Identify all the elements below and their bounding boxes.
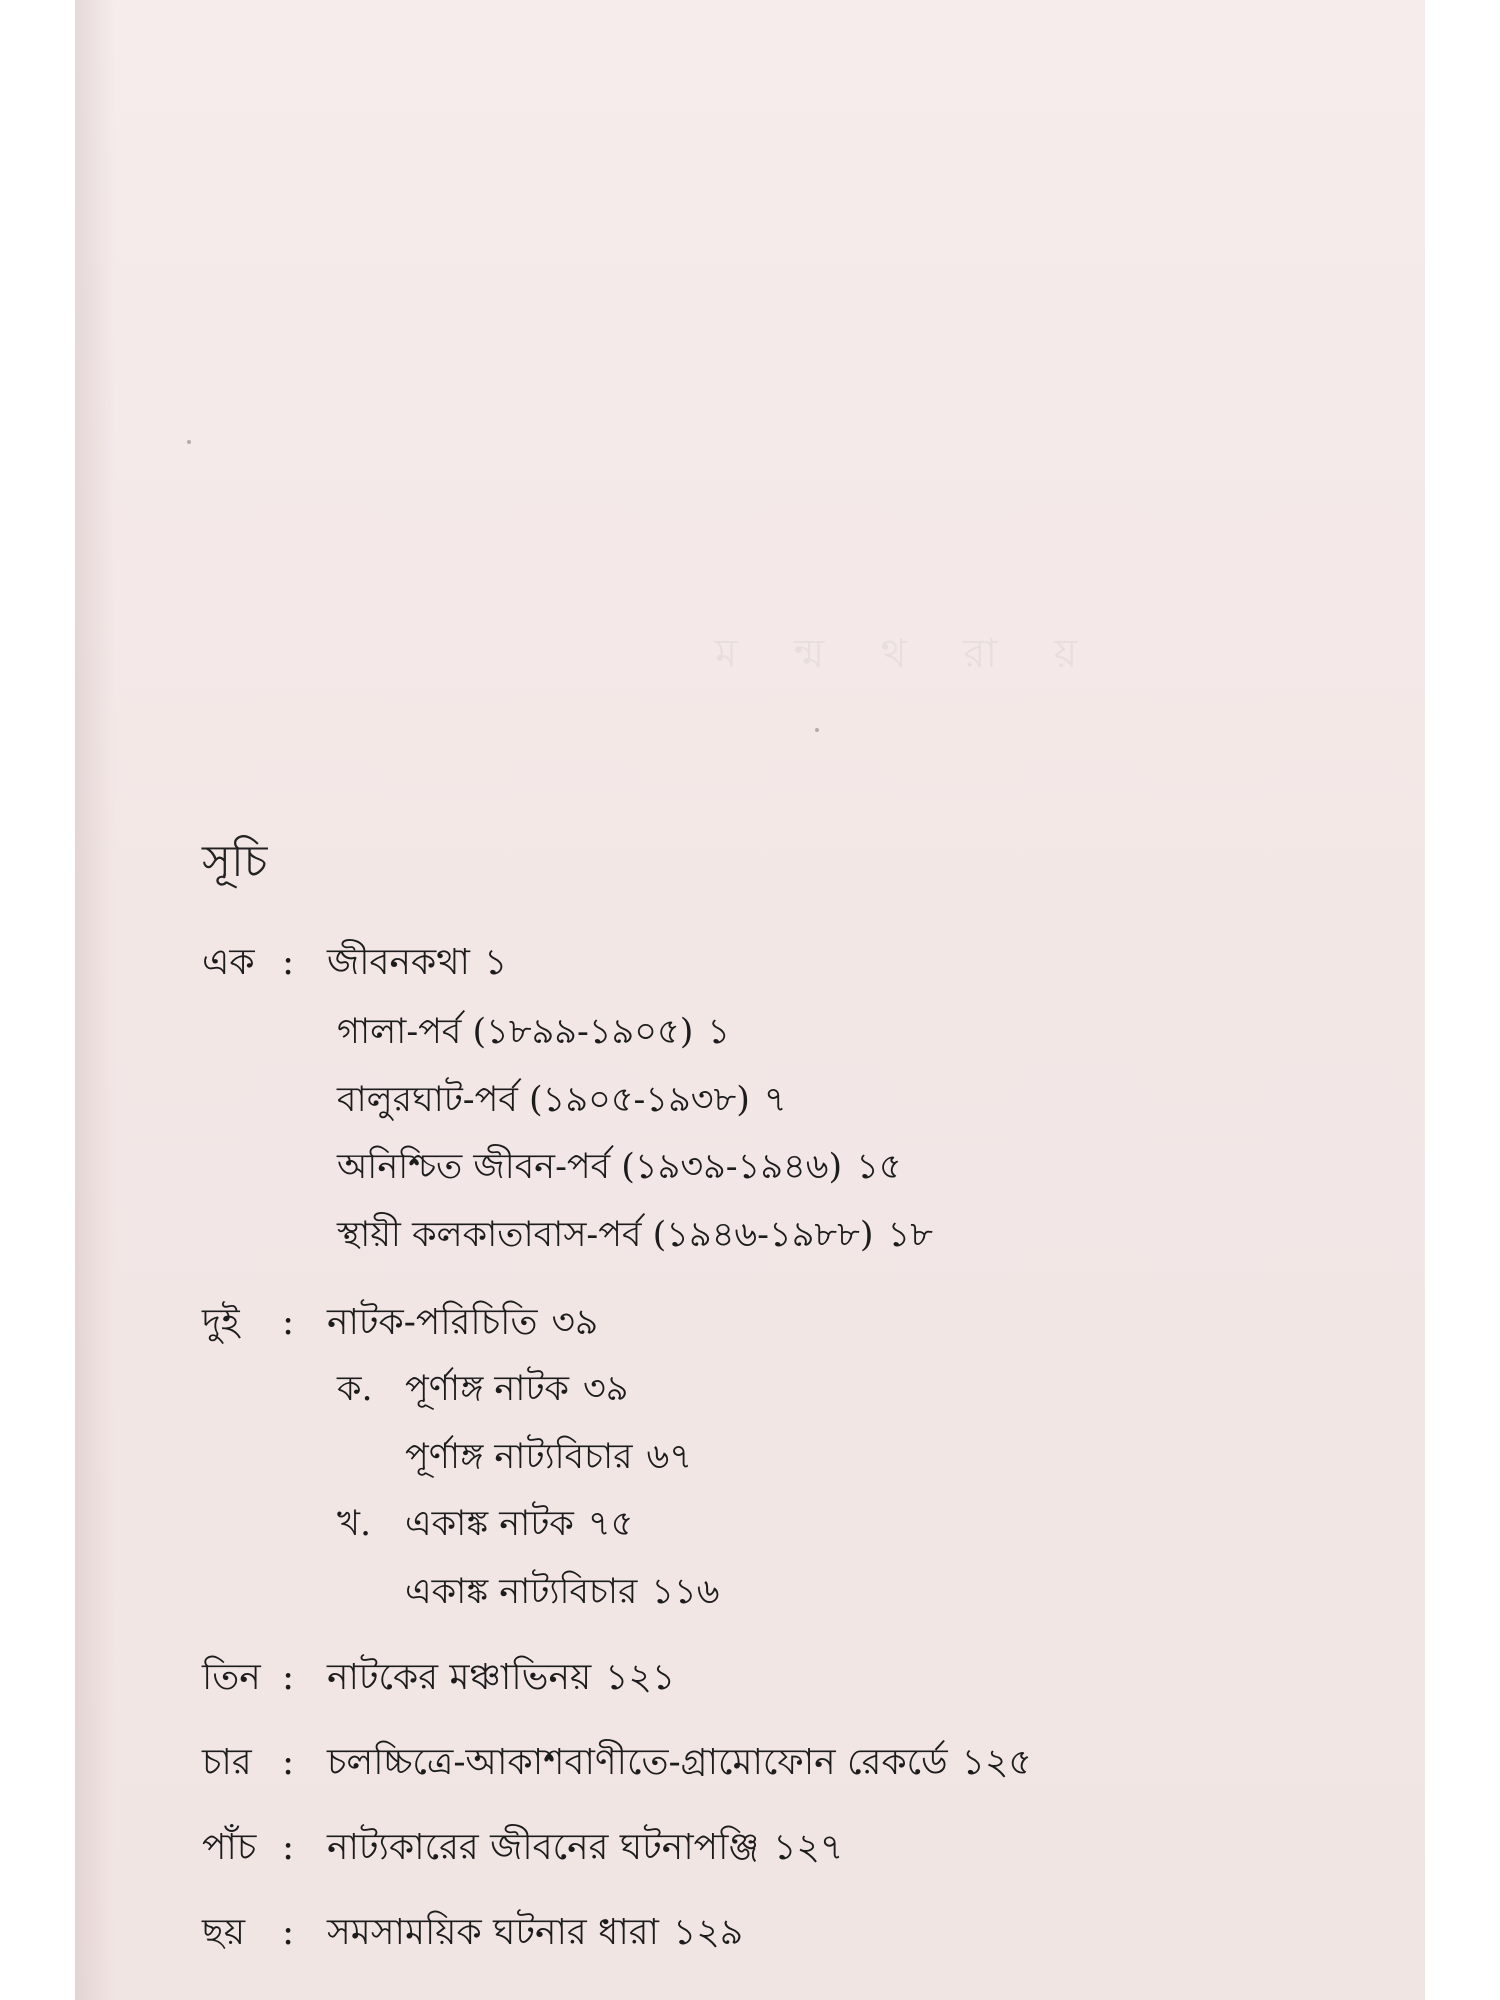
section-page-number: ১: [483, 942, 508, 983]
entry-title: অনিশ্চিত জীবন-পর্ব (১৯৩৯-১৯৪৬): [337, 1147, 843, 1187]
toc-section-5: [202, 1827, 844, 1868]
section-colon: :: [282, 1742, 295, 1783]
entry-page-number: ১১৬: [651, 1572, 720, 1612]
entry-page-number: ১: [707, 1012, 731, 1052]
section-page-number: ১২৫: [961, 1742, 1032, 1783]
ink-speck: [187, 440, 191, 444]
section-page-number: ১২৯: [673, 1912, 744, 1953]
entry-title: বালুরঘাট-পর্ব (১৯০৫-১৯৩৮): [337, 1080, 750, 1120]
entry-page-number: ৭: [763, 1080, 787, 1120]
section-title: নাটক-পরিচিতি: [327, 1302, 538, 1343]
entry-marker: খ.: [337, 1504, 372, 1544]
toc-entry: [405, 1572, 720, 1612]
section-title: নাট্যকারের জীবনের ঘটনাপঞ্জি: [327, 1827, 760, 1868]
toc-section-4: [202, 1742, 1032, 1783]
toc-entry: [337, 1012, 731, 1052]
entry-page-number: ৬৭: [646, 1437, 692, 1477]
section-number: তিন: [202, 1657, 261, 1698]
entry-marker: ক.: [337, 1369, 373, 1409]
entry-page-number: ১৮: [887, 1215, 933, 1255]
section-colon: :: [282, 1912, 295, 1953]
entry-page-number: ৩৯: [583, 1369, 629, 1409]
toc-section-3: [202, 1657, 676, 1698]
section-title: নাটকের মঞ্চাভিনয়: [327, 1657, 592, 1698]
section-number: দুই: [202, 1302, 240, 1343]
toc-entry: [337, 1215, 933, 1255]
spine-shadow: [75, 0, 115, 2000]
section-number: এক: [202, 942, 255, 983]
entry-title: একাঙ্ক নাট্যবিচার: [405, 1572, 638, 1612]
toc-entry: [337, 1080, 787, 1120]
entry-page-number: ৭৫: [587, 1504, 634, 1544]
toc-entry: [405, 1437, 692, 1477]
entry-title: গালা-পর্ব (১৮৯৯-১৯০৫): [337, 1012, 694, 1052]
ink-speck: [815, 728, 819, 732]
entry-title: একাঙ্ক নাটক: [405, 1504, 574, 1544]
section-number: ছয়: [202, 1912, 246, 1953]
toc-section-1: [202, 942, 508, 983]
entry-title: পূর্ণাঙ্গ নাট্যবিচার: [405, 1437, 633, 1477]
section-colon: :: [282, 1302, 295, 1343]
section-title: জীবনকথা: [327, 942, 470, 983]
section-page-number: ৩৯: [551, 1302, 599, 1343]
entry-title: স্থায়ী কলকাতাবাস-পর্ব (১৯৪৬-১৯৮৮): [337, 1215, 874, 1255]
book-page: [75, 0, 1425, 2000]
toc-entry: [337, 1147, 902, 1187]
toc-title: সূচি: [202, 836, 268, 887]
section-page-number: ১২৭: [773, 1827, 844, 1868]
toc-section-2: [202, 1302, 599, 1343]
entry-title: পূর্ণাঙ্গ নাটক: [405, 1369, 570, 1409]
section-colon: :: [282, 942, 295, 983]
entry-page-number: ১৫: [856, 1147, 902, 1187]
section-colon: :: [282, 1827, 295, 1868]
toc-section-6: [202, 1912, 744, 1953]
section-title: সমসাময়িক ঘটনার ধারা: [327, 1912, 659, 1953]
section-number: চার: [202, 1742, 252, 1783]
section-colon: :: [282, 1657, 295, 1698]
section-number: পাঁচ: [202, 1827, 257, 1868]
toc-entry: [337, 1369, 629, 1409]
section-title: চলচ্চিত্রে-আকাশবাণীতে-গ্রামোফোন রেকর্ডে: [327, 1742, 948, 1783]
bleed-through-text: ম ন্ম থ রা য়: [715, 631, 1100, 677]
section-page-number: ১২১: [605, 1657, 676, 1698]
toc-entry: [337, 1504, 634, 1544]
